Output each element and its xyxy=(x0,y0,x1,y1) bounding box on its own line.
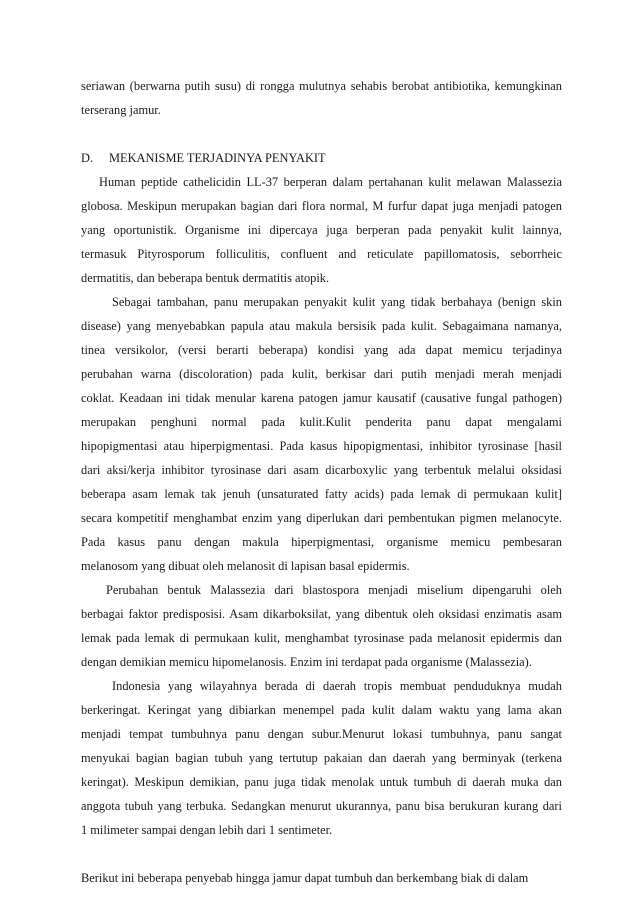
text-line: disease) yang menyebabkan papula atau makula bersisik pada kulit. Sebagaimana namanya, xyxy=(81,319,562,333)
text-line: merupakan penghuni normal pada kulit.Kulit penderita panu dapat mengalami xyxy=(81,415,562,429)
text-line: anggota tubuh yang terbuka. Sedangkan menurut ukurannya, panu bisa berukuran kurang dari xyxy=(81,799,562,813)
text-line: termasuk Pityrosporum folliculitis, confluent and reticulate papillomatosis, seborrheic xyxy=(81,247,562,261)
text-line: menjadi tempat tumbuhnya panu dengan subur.Menurut lokasi tumbuhnya, panu sangat xyxy=(81,727,562,741)
text-line: Indonesia yang wilayahnya berada di daerah tropis membuat penduduknya mudah xyxy=(112,679,562,693)
text-line: Perubahan bentuk Malassezia dari blastospora menjadi miselium dipengaruhi oleh xyxy=(106,583,562,597)
text-line: globosa. Meskipun merupakan bagian dari flora normal, M furfur dapat juga menjadi patogen xyxy=(81,199,562,213)
text-line: Sebagai tambahan, panu merupakan penyakit kulit yang tidak berbahaya (benign skin xyxy=(112,295,562,309)
text-line: berkeringat. Keringat yang dibiarkan menempel pada kulit dalam waktu yang lama akan xyxy=(81,703,562,717)
text-line: coklat. Keadaan ini tidak menular karena patogen jamur kausatif (causative fungal pathogen) xyxy=(81,391,562,405)
section-heading-title: MEKANISME TERJADINYA PENYAKIT xyxy=(109,151,326,165)
paragraph-gap xyxy=(81,842,562,866)
text-line: terserang jamur. xyxy=(81,103,161,117)
text-line: 1 milimeter sampai dengan lebih dari 1 sentimeter. xyxy=(81,823,333,837)
text-line: perubahan warna (discoloration) pada kulit, berkisar dari putih menjadi merah menjadi xyxy=(81,367,562,381)
text-line: Pada kasus panu dengan makula hiperpigmentasi, organisme memicu pembesaran xyxy=(81,535,562,549)
text-line: seriawan (berwarna putih susu) di rongga mulutnya sehabis berobat antibiotika, kemungkinan xyxy=(81,79,562,93)
text-line: yang oportunistik. Organisme ini dipercaya juga berperan pada penyakit kulit lainnya, xyxy=(81,223,562,237)
section-heading xyxy=(81,146,562,170)
text-line: Human peptide cathelicidin LL-37 berperan dalam pertahanan kulit melawan Malassezia xyxy=(99,175,562,189)
text-line: dari aksi/kerja inhibitor tyrosinase dari asam dicarboxylic yang terbentuk melalui oksidasi xyxy=(81,463,562,477)
section-heading-letter: D. xyxy=(81,151,94,165)
text-line: dengan demikian memicu hipomelanosis. Enzim ini terdapat pada organisme (Malassezia). xyxy=(81,655,532,669)
paragraph-gap xyxy=(81,122,562,146)
text-line: keringat). Meskipun demikian, panu juga tidak menolak untuk tumbuh di daerah muka dan xyxy=(81,775,562,789)
text-line: tinea versikolor, (versi berarti beberapa) kondisi yang ada dapat memicu terjadinya xyxy=(81,343,562,357)
text-line: lemak pada lemak di permukaan kulit, menghambat tyrosinase pada melanosit epidermis dan xyxy=(81,631,562,645)
text-line: hipopigmentasi atau hiperpigmentasi. Pada kasus hipopigmentasi, inhibitor tyrosinase [hasil xyxy=(81,439,562,453)
text-line: beberapa asam lemak tak jenuh (unsaturated fatty acids) pada lemak di permukaan kulit] xyxy=(81,487,562,501)
text-line: melanosom yang dibuat oleh melanosit di lapisan basal epidermis. xyxy=(81,559,410,573)
text-line: dermatitis, dan beberapa bentuk dermatitis atopik. xyxy=(81,271,330,285)
text-line: secara kompetitif menghambat enzim yang diperlukan dari pembentukan pigmen melanocyte. xyxy=(81,511,562,525)
text-line: Berikut ini beberapa penyebab hingga jamur dapat tumbuh dan berkembang biak di dalam xyxy=(81,871,529,885)
document-page xyxy=(81,74,562,890)
text-line: berbagai faktor predisposisi. Asam dikarboksilat, yang dibentuk oleh oksidasi enzimatis asam xyxy=(81,607,562,621)
text-line: menyukai bagian bagian tubuh yang tertutup pakaian dan daerah yang berminyak (terkena xyxy=(81,751,562,765)
